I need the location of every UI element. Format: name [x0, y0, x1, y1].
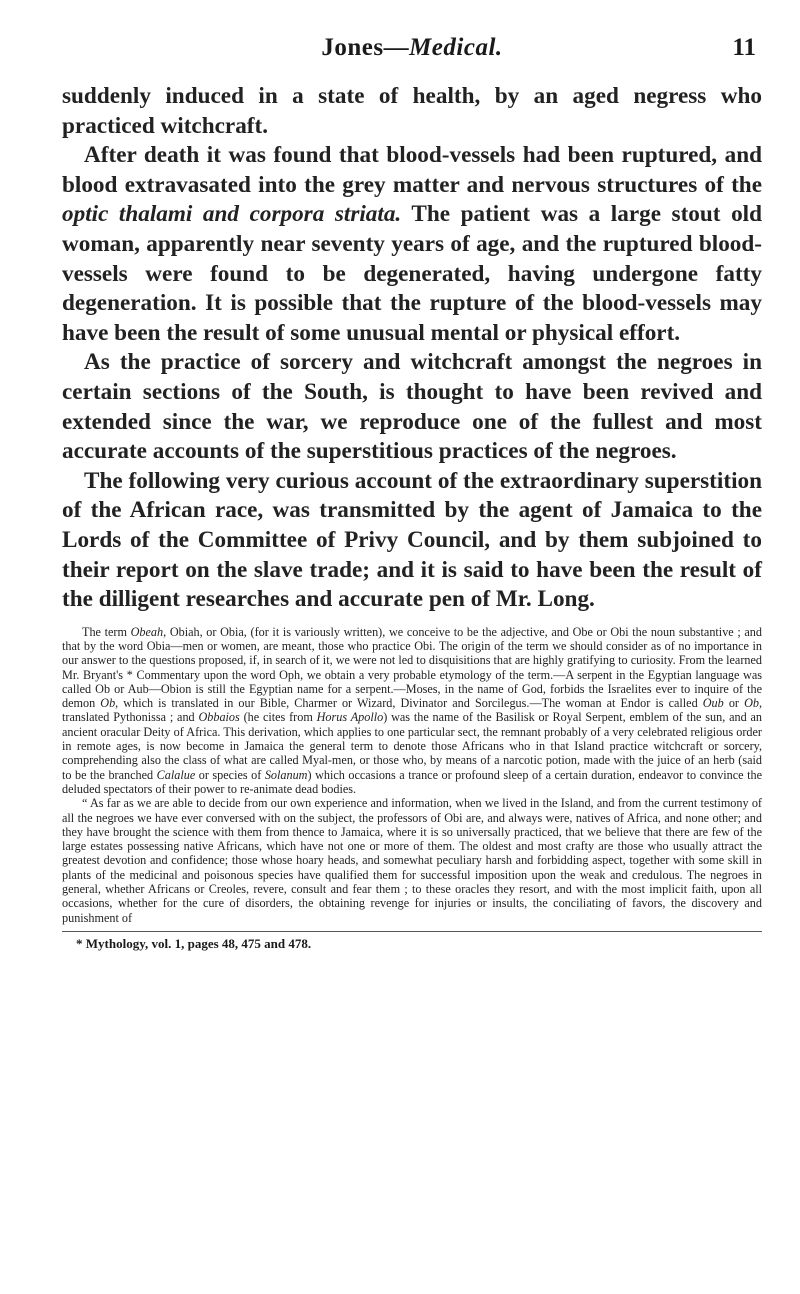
- quote-text: , translated Pythonissa ; and: [62, 696, 763, 725]
- page-number: 11: [732, 34, 756, 61]
- quote-text: , which is translated in our Bible, Charmer or Wizard, Divinator and Sorcilegus.—The woman at Endor is called: [115, 696, 703, 711]
- paragraph-2: [62, 141, 762, 348]
- quote-paragraph-2: “ As far as we are able to decide from our own experience and information, when we lived in the Island, and from the current testimony of all the negroes we have ever conversed with on the subject, the professors of Obi are, and always were, natives of Africa, and none other; and they have brought the science with them from thence to Jamaica, where it is so universally practiced, that we believe that there are few of the large estates possessing native Africans, which have not one or more of them. The oldest and most crafty are those who usually attract the greatest devotion and confidence; those whose hoary heads, and somewhat peculiary harsh and forbidding aspect, together with some skill in plants of the medicinal and poisonous species have qualified them for successful imposition upon the weak and credulous. The negroes in general, whether Africans or Creoles, revere, consult and fear them ; to these oracles they resort, and with the most implicit faith, upon all occasions, whether for the cure of disorders, the obtaining revenge for injuries or insults, the conciliating of favors, the discovery and punishment of: [62, 796, 762, 925]
- quote-text: Obiah, or Obia, (for it is variously written), we conceive to be the adjective, and Obe or Obi the noun substantive ; and that by the word Obia—men or women, are meant, those who practice Obi. The origin of the term we should consider as of no importance in our answer to the questions proposed, if, in search of it, we were not led to disquisitions that are highly gratifying to curiosity. From the learned Mr. Bryant's * Commentary upon the word Oph, we obtain a very probable etymology of the term.—A serpent in the Egyptian language was called Ob or Aub—Obion is still the Egyptian name for a serpent.—Moses, in the name of God, forbids the Israelites ever to inquire of the demon: [62, 624, 762, 711]
- quote-text: or species of: [195, 767, 265, 782]
- book-page: [62, 28, 762, 1278]
- main-text: [62, 82, 762, 615]
- quote-text: (he cites from: [239, 710, 317, 725]
- running-head: [62, 28, 762, 72]
- paragraph-4: The following very curious account of the extraordinary superstition of the African race, was transmitted by the agent of Jamaica to the Lords of the Committee of Privy Council, and by them subjoined to their report on the slave trade; and it is said to have been the result of the dilligent researches and accurate pen of Mr. Long.: [62, 467, 762, 613]
- quote-term: Oub: [702, 696, 724, 711]
- paragraph-3: As the practice of sorcery and witchcraft amongst the negroes in certain sections of the South, is thought to have been revived and extended since the war, we reproduce one of the fullest and most accurate accounts of the superstitious practices of the negroes.: [62, 349, 762, 465]
- quote-text: or: [723, 696, 745, 711]
- paragraph-1: suddenly induced in a state of health, by an aged negress who practiced witchcraft.: [62, 83, 762, 139]
- footnote-rule: [62, 931, 762, 932]
- quote-paragraph-1: [62, 625, 762, 797]
- running-title-author: Jones—: [321, 34, 410, 61]
- paragraph-2-anatomy-term: optic thalami and corpora striata.: [62, 201, 402, 228]
- quote-term: Obeah,: [130, 624, 167, 639]
- quote-text: The term: [82, 624, 131, 639]
- footnote: * Mythology, vol. 1, pages 48, 475 and 478.: [76, 935, 312, 951]
- quote-text: ) which occasions a trance or profound sleep of a certain duration, endeavor to convince the deluded spectators of their power to re-animate dead bodies.: [62, 767, 763, 796]
- quote-term: Obbaios: [198, 710, 240, 725]
- quote-term: Horus Apollo: [316, 710, 384, 725]
- quote-term: Solanum: [264, 767, 308, 782]
- paragraph-2-part-a: After death it was found that blood-vessels had been ruptured, and blood extravasated into the grey matter and nervous structures of the: [62, 142, 762, 198]
- quote-term: Ob: [744, 696, 759, 711]
- paragraph-2-part-b: The patient was a large stout old woman, apparently near seventy years of age, and the ruptured blood-vessels were found to be degenerated, having undergone fatty degeneration. It is possible that the rupture of the blood-vessels may have been the result of some unusual mental or physical effort.: [62, 201, 763, 346]
- quote-term: Ob: [100, 696, 116, 711]
- quote-term: Calalue: [156, 767, 196, 782]
- running-title-section: Medical.: [409, 34, 503, 61]
- quote-text: ) was the name of the Basilisk or Royal Serpent, emblem of the sun, and an ancient oracular Deity of Africa. This derivation, which applies to one particular sect, the remnant probably of a very celebrated religious order in remote ages, is now become in Jamaica the general term to denote those Africans who in that Island practice witchcraft or sorcery, comprehending also the class of what are called Myal-men, or those who, by means of a narcotic potion, made with the juice of an herb (said to be the branched: [62, 710, 762, 782]
- quoted-account: [62, 625, 762, 925]
- running-title: [62, 34, 762, 62]
